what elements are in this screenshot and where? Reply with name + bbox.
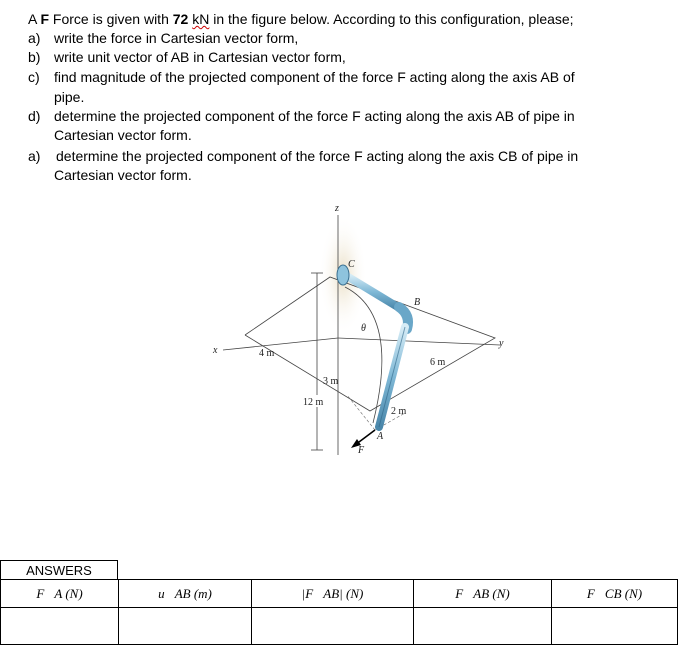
item-e-label: a) <box>28 148 41 164</box>
answer-fa[interactable] <box>0 607 119 645</box>
item-b-label: b) <box>28 49 41 65</box>
item-e-cont-text: Cartesian vector form. <box>54 167 192 183</box>
intro-line <box>28 10 574 28</box>
intro-force-value: 72 <box>172 11 189 27</box>
item-d-cont-text: Cartesian vector form. <box>54 127 192 143</box>
intro-mid: Force is given with <box>49 11 173 27</box>
point-b-label: B <box>414 297 421 308</box>
answer-uab[interactable] <box>118 607 252 645</box>
item-c-cont <box>54 88 84 106</box>
x-axis <box>223 338 338 350</box>
pipe-figure <box>195 195 535 475</box>
col-header-fab-mag: |F⃗AB| (N) <box>251 579 414 608</box>
x-axis-label: x <box>213 345 218 356</box>
item-b-text: write unit vector of AB in Cartesian vector form, <box>54 49 346 65</box>
point-a-label: A <box>377 431 384 442</box>
intro-pre: A <box>28 11 41 27</box>
intro-force-symbol: F <box>40 11 50 27</box>
item-a-label: a) <box>28 30 41 46</box>
item-a-text: write the force in Cartesian vector form, <box>54 30 299 46</box>
item-b <box>28 48 346 66</box>
answers-header: ANSWERS <box>0 560 118 579</box>
dim-3m-label: 3 m <box>323 376 339 387</box>
dim-12m-label: 12 m <box>303 397 324 408</box>
col-header-fcb: F⃗CB (N) <box>551 579 678 608</box>
answers-table <box>0 579 678 645</box>
col-header-fa: F⃗A (N) <box>0 579 119 608</box>
item-e-cont <box>54 166 192 184</box>
item-d-label: d) <box>28 108 41 124</box>
item-c-cont-text: pipe. <box>54 89 85 105</box>
theta-label: θ <box>361 323 366 334</box>
answer-fab-mag[interactable] <box>251 607 414 645</box>
col-header-uab: u⃗AB (m) <box>118 579 252 608</box>
y-axis-label: y <box>499 338 504 349</box>
z-axis-label: z <box>335 203 339 214</box>
item-d-text: determine the projected component of the force F acting along the axis AB of pipe in <box>54 108 575 124</box>
y-axis <box>338 338 500 345</box>
item-c-label: c) <box>28 69 40 85</box>
force-label: F <box>358 445 365 456</box>
intro-unit: kN <box>192 11 210 27</box>
item-c <box>28 68 575 86</box>
answer-fcb[interactable] <box>551 607 678 645</box>
item-e-text: determine the projected component of the force F acting along the axis CB of pipe in <box>56 148 579 164</box>
dim-4m-label: 4 m <box>259 348 275 359</box>
item-d-cont <box>54 126 192 144</box>
item-d <box>28 107 575 125</box>
dim-6m-label: 6 m <box>430 357 446 368</box>
col-header-fab: F⃗AB (N) <box>413 579 552 608</box>
item-c-text: find magnitude of the projected component of the force F acting along the axis AB of <box>54 69 575 85</box>
point-c-label: C <box>348 259 355 270</box>
guide-a-x <box>347 395 375 430</box>
answer-fab[interactable] <box>413 607 552 645</box>
intro-post: in the figure below. According to this configuration, please; <box>209 11 574 27</box>
item-a <box>28 29 298 47</box>
dim-2m-label: 2 m <box>391 406 407 417</box>
item-e <box>28 147 578 165</box>
